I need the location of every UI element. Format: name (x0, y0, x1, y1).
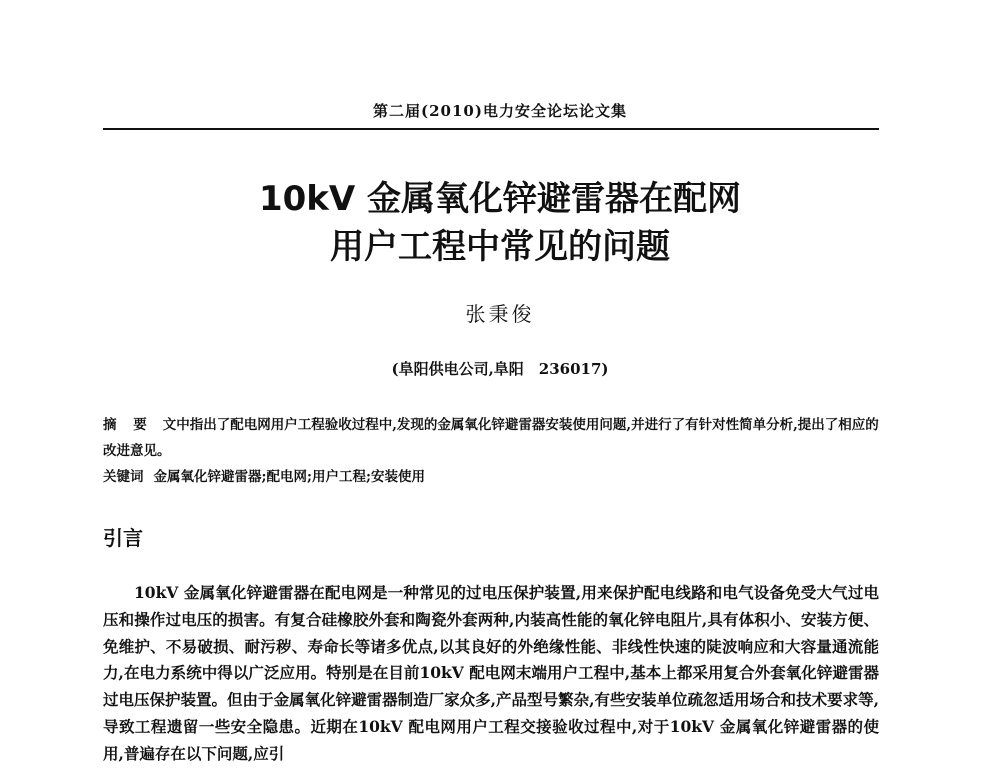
running-header: 第二届(2010)电力安全论坛论文集 (373, 102, 627, 120)
keywords-text: 金属氧化锌避雷器;配电网;用户工程;安装使用 (153, 469, 425, 485)
section-heading: 引言 (103, 526, 143, 550)
abstract-text: 文中指出了配电网用户工程验收过程中,发现的金属氧化锌避雷器安装使用问题,并进行了有针对性简单分析,提出了相应的改进意见。 (103, 417, 879, 459)
keywords-label: 关键词 (103, 469, 144, 485)
body-paragraph: 10kV 金属氧化锌避雷器在配电网是一种常见的过电压保护装置,用来保护配电线路和电气设备免受大气过电压和操作过电压的损害。有复合硅橡胶外套和陶瓷外套两种,内装高性能的氧化锌电阻片,具有体积小、安装方便、免维护、不易破损、耐污秽、寿命长等诸多优点,以其良好的外绝缘性能、非线性快速的陡波响应和大容量通流能力,在电力系统中得以广泛应用。特别是在目前10kV 配电网末端用户工程中,基本上都采用复合外套氧化锌避雷器过电压保护装置。但由于金属氧化锌避雷器制造厂家众多,产品型号繁杂,有些安装单位疏忽适用场合和技术要求等,导致工程遗留一些安全隐患。近期在10kV 配电网用户工程交接验收过程中,对于10kV 金属氧化锌避雷器的使用,普遍存在以下问题,应引 (103, 583, 879, 763)
abstract-label: 摘 要 (103, 417, 153, 433)
header-rule (103, 128, 879, 130)
title-line-1: 10kV 金属氧化锌避雷器在配网 (258, 179, 742, 219)
affiliation: (阜阳供电公司,阜阳 236017) (391, 360, 609, 378)
keywords (103, 466, 879, 488)
title-line-2: 用户工程中常见的问题 (330, 227, 670, 267)
author-name: 张秉俊 (465, 302, 535, 326)
abstract (103, 412, 879, 464)
paper-title (0, 175, 1000, 271)
